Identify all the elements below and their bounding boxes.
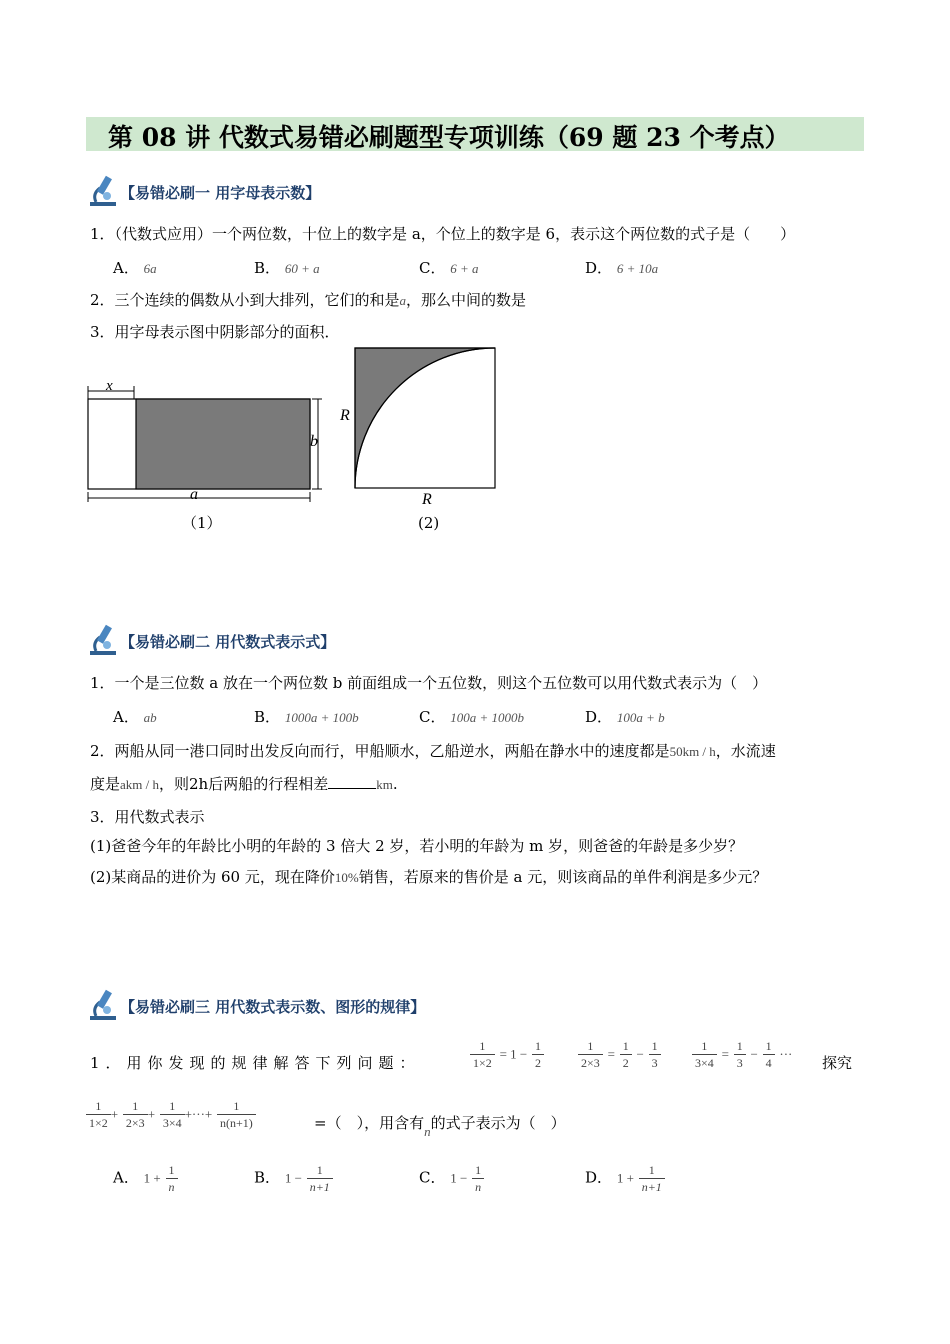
s3-q1-option-d[interactable]: D． 1 + $\frac{1}{n+1}$ <box>585 1162 665 1195</box>
s3-q1-option-b[interactable]: B． 1 − $\frac{1}{n+1}$ <box>254 1162 333 1195</box>
shaded-rectangle <box>136 399 310 489</box>
s1-q3-text: 3．用字母表示图中阴影部分的面积． <box>90 323 340 341</box>
s3-sum-expression: $\frac{1}{1\times 2}$ + $\frac{1}{2\times 3}$ + $\frac{1}{3\times 4}$ +···+ $\frac{1}{n(n+1)}$ <box>86 1098 256 1131</box>
s1-q1-option-a[interactable]: A． 6a <box>113 259 157 277</box>
page-title: 第 08 讲 代数式易错必刷题型专项训练（69 题 23 个考点） <box>108 123 790 152</box>
s1-q1-option-c[interactable]: C． 6 + a <box>419 259 479 277</box>
s2-q2-line1: 2．两船从同一港口同时出发反向而行，甲船顺水，乙船逆水，两船在静水中的速度都是50km / h，水流速 <box>90 742 776 760</box>
s2-q1-text: 1．一个是三位数 a 放在一个两位数 b 前面组成一个五位数，则这个五位数可以用代数式表示为（ ） <box>90 674 768 692</box>
label-r-bottom: R <box>422 491 432 508</box>
label-r-left: R <box>340 407 350 424</box>
figure-2-caption: (2) <box>418 514 440 532</box>
s2-q1-option-b[interactable]: B． 1000a + 100b <box>254 708 359 726</box>
shaded-region <box>355 348 495 488</box>
figure-1 <box>84 380 324 540</box>
s2-q3-text: 3．用代数式表示 <box>90 808 205 826</box>
section-label: 【易错必刷三 用代数式表示数、图形的规律】 <box>120 998 426 1016</box>
s3-q1-lead: 1．用你发现的规律解答下列问题： <box>90 1054 421 1072</box>
s2-q1-option-a[interactable]: A． ab <box>113 708 157 726</box>
microscope-icon <box>86 172 122 208</box>
s1-q1-option-d[interactable]: D． 6 + 10a <box>585 259 659 277</box>
s2-q1-option-c[interactable]: C． 100a + 1000b <box>419 708 525 726</box>
label-a: a <box>190 486 198 503</box>
s3-formula-3: $\frac{1}{3\times 4}$ = $\frac{1}{3}$ − $\frac{1}{4}$ ··· <box>692 1038 792 1071</box>
s1-q1-text: 1．（代数式应用）一个两位数，十位上的数字是 a，个位上的数字是 6，表示这个两位数的式子是（ ） <box>90 225 796 243</box>
s2-q1-option-d[interactable]: D． 100a + b <box>585 708 665 726</box>
s3-sum-tail: =（ ），用含有n的式子表示为（ ） <box>314 1114 566 1139</box>
section-label: 【易错必刷一 用字母表示数】 <box>120 184 321 202</box>
s3-q1-option-a[interactable]: A． 1 + $\frac{1}{n}$ <box>113 1162 178 1195</box>
section-header-2 <box>86 627 486 657</box>
s2-q3-part2: (2)某商品的进价为 60 元，现在降价10%销售，若原来的售价是 a 元，则该商品的单件利润是多少元？ <box>90 868 768 886</box>
s3-explore: 探究 <box>822 1054 853 1072</box>
s3-formula-1: $\frac{1}{1\times 2}$ = 1 − $\frac{1}{2}$ <box>470 1038 544 1071</box>
figure-2 <box>336 344 506 540</box>
s3-q1-option-c[interactable]: C． 1 − $\frac{1}{n}$ <box>419 1162 484 1195</box>
label-x: x <box>106 380 113 394</box>
s3-formula-2: $\frac{1}{2\times 3}$ = $\frac{1}{2}$ − $\frac{1}{3}$ <box>578 1038 661 1071</box>
answer-blank[interactable] <box>328 774 376 789</box>
section-label: 【易错必刷二 用代数式表示式】 <box>120 633 336 651</box>
s1-q1-option-b[interactable]: B． 60 + a <box>254 259 320 277</box>
label-b: b <box>310 433 318 450</box>
figure-1-caption: （1） <box>182 514 222 532</box>
s2-q3-part1: (1)爸爸今年的年龄比小明的年龄的 3 倍大 2 岁，若小明的年龄为 m 岁，则爸爸的年龄是多少岁？ <box>90 837 744 855</box>
section-header-3 <box>86 992 586 1022</box>
section-header-1 <box>86 178 486 208</box>
s1-q2-text: 2．三个连续的偶数从小到大排列，它们的和是a，那么中间的数是 <box>90 291 527 309</box>
s2-q2-line2: 度是akm / h，则2h后两船的行程相差 km. <box>90 775 398 793</box>
microscope-icon <box>86 621 122 657</box>
microscope-icon <box>86 986 122 1022</box>
